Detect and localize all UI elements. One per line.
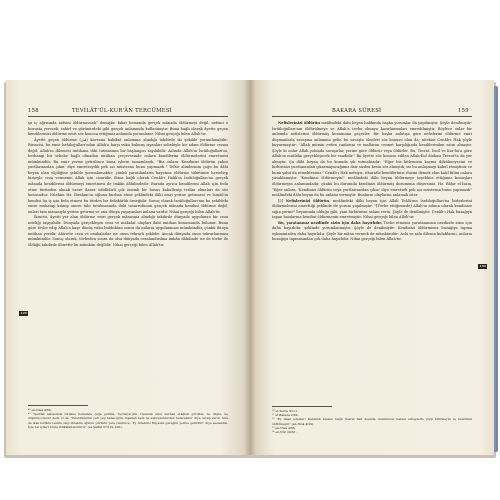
left-footnotes xyxy=(28,408,228,429)
footnote: ⁵⁰ et-Tevbe 9/111. xyxy=(272,409,299,413)
right-body-text xyxy=(272,121,472,243)
margin-page-marker: 129 xyxy=(20,311,27,315)
left-body-text xyxy=(28,121,228,249)
page-number: 158 xyxy=(28,108,39,114)
footnote: ⁵⁴ en-Nûr 24/61. xyxy=(272,430,297,435)
right-page xyxy=(250,80,494,455)
header-rule xyxy=(272,116,472,117)
footnote: ⁴⁸ en-Nisâ 4/66. xyxy=(28,408,52,412)
footnote: ⁴⁹ "Şeddâl babasında birisine hemende çağa geldim, Tevratya'yim, riyamda uzun kurban etilğimi gördüm; bu düşte, ne düşünüyorsun? dedi. O da, 'Yetetdiklerini yeri yap babacığım, inşallah beni ne sabredenlerden bulacaksın' diye cevap verdi. Sıra de ikisi birlikte teslim olup İbrahim oğlunu yüzüstü yere yatırınca, 'Ey İbrahim! Rüyanın gereğini yerine getirdin!' diye seslendik. İşte biz iyileri böyle mükâfatlandırırız" (es-Sâffât 37/102-106). xyxy=(28,412,228,429)
paragraph: [5] Nefislerinizi öldürün, meâlindeki dâhi beyan için Allah Teâlâ'nın İsrâiloğulları'na birbirlerini öldürmelerini emrettiği şeklinde de yorum yapılmıştır. "[Tövbe ettiğimizde] Allah'ın adının olarak kendinize sığın yerine" beyanında olduğu gibi, yani birbirinize selam verin. Şöyle de denilmiştir: Cenâb-ı Hak buzağıya tapan bazılarına kendini öldürmenin emretmiştir. Nihai gerçeği bilen Allah'tır. xyxy=(272,198,473,220)
footnote: ⁵³ en-Nisâ 4/66. xyxy=(272,425,296,430)
running-title: TEVİLÂT'ÜL-KUR'ÂN TERCÜMESİ xyxy=(72,108,173,114)
paragraph: Bu, yaratanınız nezdinde sizin için daha hayırlıdır. Tövbe etmeniz yaratanınızın nezdinde sizin için daha hayırlıdır, şeklinde yorumlanmıştır. Şöyle de denilmiştir: Kendinizi öldürmeniz buzağıya tapma eyleminizden daha hayırlıdır. Şöyle bir mâna vermek de mümkündür: Asla ve asla dilenin kulaklarını, onların buzağıya tapmasından çok daha hayırlıdır. Nihai gerçeği bilen Allah'tır. xyxy=(272,220,472,242)
header-rule xyxy=(28,116,228,117)
paragraph: şu iç ağrısında nefsini öldürmezsek" demiştir. fakat hemenda gerçek mânada öldürmeyi değil, nefsini o hususta yerecek, zahirî ve görünürdeki gibi gerçek anlamında kullanmıştır. Buna bağlı olarak âyette geçen kendilerinizi öldürme emri söz konusu ettiğimiz anlamda yorumlanır. Nihai gerçeği bilen Allah'tır. xyxy=(28,121,228,137)
right-footnotes xyxy=(272,409,472,434)
footnote-rule xyxy=(272,406,332,407)
paragraph: Nefislerinizi öldürün meâlindeki dahi beyan hakkında başka yorumlar da yapılmıştır. Şöyle denilmiştir: İsrâiloğulları'nın öldürülmeye ve Allah'a tevbe olmaya hazırlanmaları emredilmiştir. Böylece onlar bir anlamda nefislerini öldürmüş konumuna geçerler. Bir başka anlatışa göre nefislerini öldürme emri düşmanlarla savaşma anlamına gelir. bu savaşta ölenleri söz konusu olan da; nitekim Cenâb-ı Hak şöyle buyurmuştur: "Allah mümin erden canlarını ve mallarını cennet karşılığında kendilerinden satın almıştır. Şöyle ki onlar Allah yolunda savaşırlar, yerine göre öldürür veya öldürler. Bu, Tevrat, İncil ve Kur'ân'a göre Allah'ın mutlaka gerçekleşecek bir vaadidir." Bu âyette söz konusu edilen Allah-Kul âlakası Tevrat'ta da yer almıştır. Şu dâhi beyan da bu konuda şık tutmaktadır: "Eğer biz kitlemizin kaçma dökülmeyecini ve birbirinizi yurdunuzdan çıkarmayacağımız dair sizden kesin söz almıştık; siz bu anlaşmayı kabul etmiştiniz ve buna şahit da etmektesiniz." Cenâb-ı Hak nefsiyiz, itharatla kendilerinizi rhizmi demek olan katil fiilini onlara yasaklamıştır. "Kendinizi öldürmeyin!" meâlindeki dâhi beyan öldürmeye teşebbüs ettiğimiz konuşları öldürmeyin anlamındadır, çünkü bu durumda kendinizi öldürmüş durumuna düşersiniz. Hz. Bâkır el-İsam, "Eğer onlara, 'Kendinizi öldürün veya yurtlarınızdan çıkın' diye emretsek pek azı müstesna bunu yapmazdı" meâlindeki dâhi beyan da bu anlamı vermiştir. Bunların olaylarını anlamak ister. xyxy=(272,121,472,198)
running-title: BAKARA SÜRESİ xyxy=(332,108,382,114)
paragraph: Âyette geçen öldürme (قتل) kavramı hakikat anlamına alındığı takdirde iki şekilde yorumlanabilir: Birincisi, bu emir İsrâiloğulları'ndan Allah'a karşı vuku bulmuş isyanları sebebiyle bir adam öldürme cezası değil, Allah'ın dilemesi imtihana tâbi tutmasının bir başlangıcı sayılabilir. Aslında Allah'ın İsrâiloğulları'nı, herhangi bir sebebe bağlı olmadan imtihan çerçevesinde onlara kendilerini öldürmelerini emretmesi mümkündür. Bu emir yerine getirilince buna işlerin tamamlandı. "Biz onlara 'Kendinizi öldürün yahut yurtlarınızdan çıkın' diye emretseydik pek azı müstesna bunu yapmazdı." Tefsir alimlerinin çoğu bu dâhi beyan olan elçiliğine şekilde yorumlamaktır; çünkü yaratılanların hayatına öldürme tüketimin hersebep birşeyle ceza vermenin Allah için cizaridir. Buna bağlı olarak Cenâb-ı Hakk'ın İsrâiloğulları'na gerçek mânada kendilerini öldürmeyi emretmesi de imkân dâhilindedir. Burada ayrıca kendilerini Allah için feda etme türünden olmak üzere daner ödüllidirli çok önemli bir husus kabullenip teslim olmaları da söz konusudur. Nitekim Hz. İbrahim'in oğlunu kurban etme şeklindeki ilâhi emri yerine getirmesi ve İsmâil'in kendisi bu iş için feda etmesi bu türden bir fedakârlık örneğidir. Sonuç olarak İsrâiloğulları'nın bu şekildeki emre muhatap kılınıp onuru tabi tutulmasında ilahi tasarrufunun gerçek mânada kendini öldürme değil, onları tam manasıyla yerine getirme ve onu dünya yaşayanları anlamı vardır. Nihai gerçeği bilen Allah'tır. xyxy=(28,137,228,214)
page-number: 159 xyxy=(458,108,469,114)
book-gutter xyxy=(244,80,256,455)
footnote: ⁵² "Ey iman edenler! Karanlık arasını bağlı ticaret hali dışında, mallarınızı haksız sebeplerle yiyip bitirmeyin ve kendinizi öldürmeyin" (en-Nisâ 4/29). xyxy=(272,417,472,426)
open-book xyxy=(6,80,494,455)
paragraph: İkincisi, âyetti yer alan öldürme emri gerçek mânasına alındığı takdirde dünyada uygulanan bir ceza niteliği taşıyabilir. Dünyada gerçekleşen ceza ve makalat olayları ilahi imtihan konumunda bulunur. Buna göre tövbe edip Allah'a kaşe dönüş vuku bulduktan sonra da onların uygulanması mümkündür, çünkü dünya imtihan yeridir. Ahirette ceza ve emikalatlar ise onun tekrarlı şeklidir. Ancak dünyada onun tekrarlanması mümkündür. Sonuç olarak, tövbeden sonra da olsa dünyada cezalandırılma imkân dâhilinde ise de tövbe ile öldüğü takdirde âhirette bu mümkün değildir. Nihai gerçeği bilen Allah'tır. xyxy=(28,215,228,248)
margin-page-marker: 130 xyxy=(479,264,486,268)
footnote: ⁵¹ el-Bakara 2/84. xyxy=(272,413,299,418)
left-page xyxy=(6,80,250,455)
footnote-rule xyxy=(28,405,88,406)
